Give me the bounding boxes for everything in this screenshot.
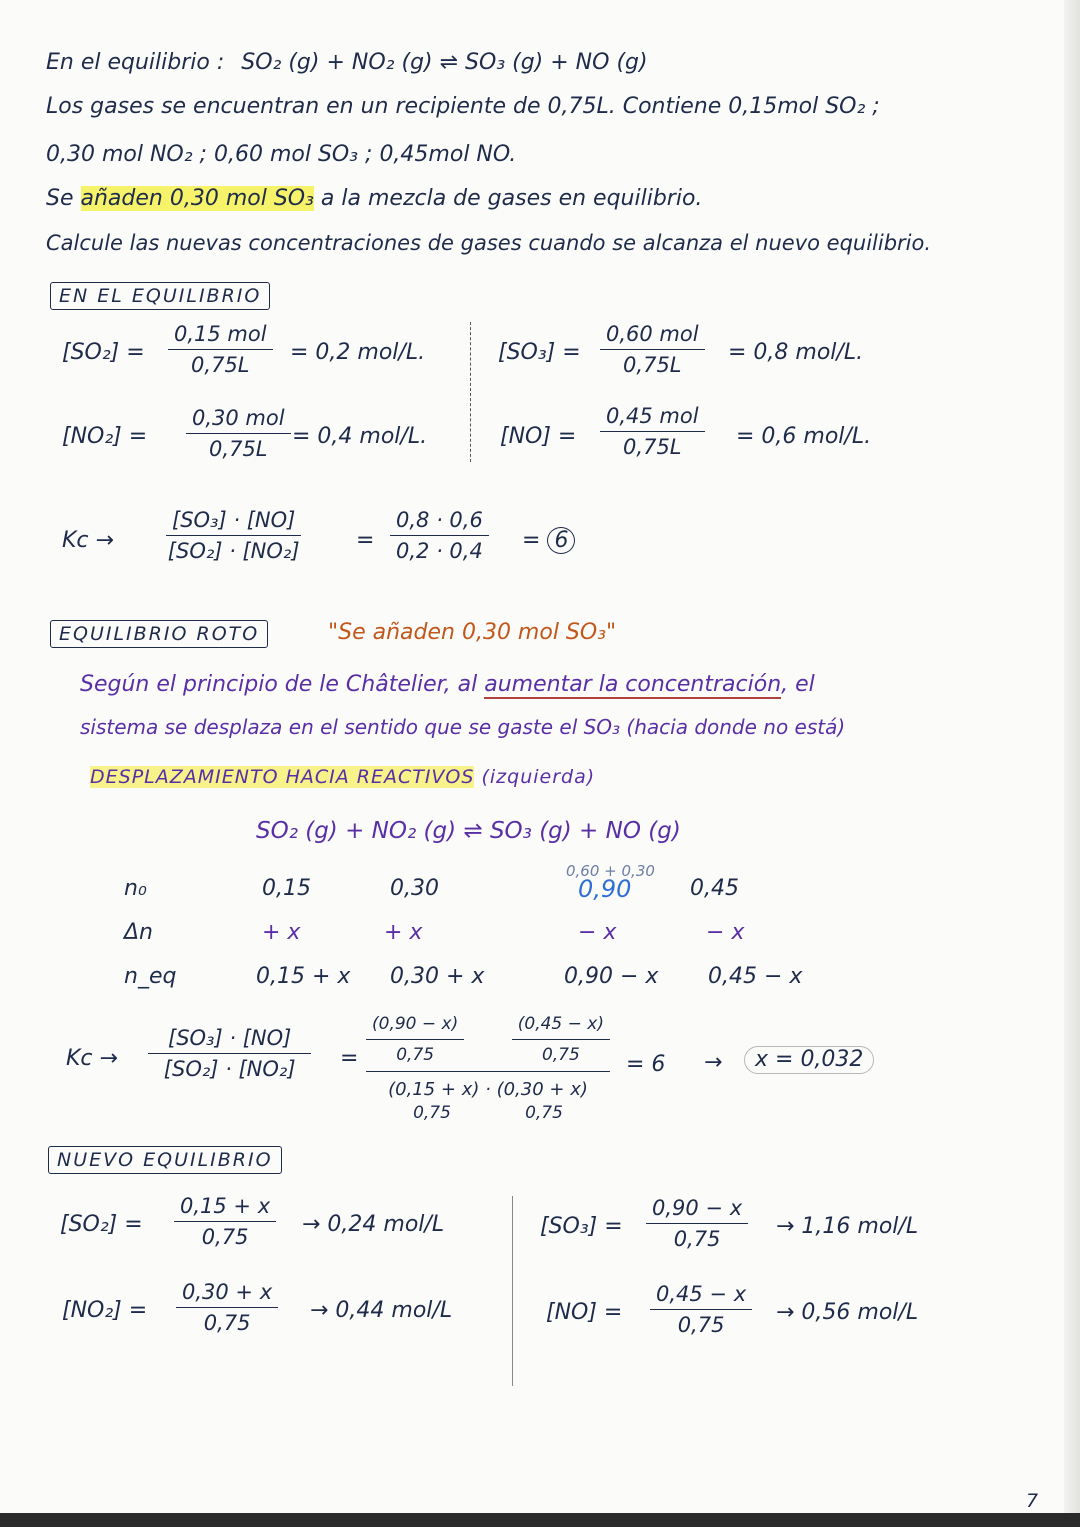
num-b-top: (0,45 − x): [512, 1012, 610, 1040]
new-no-numerator: 0,45 − x: [650, 1282, 752, 1310]
solve-arrow: →: [704, 1050, 723, 1075]
chatelier-text-post: , el: [781, 672, 815, 697]
kc-sub-den-volumes: [366, 1102, 610, 1124]
no2-numerator: 0,30 mol: [186, 406, 291, 434]
num-a-bottom: 0,75: [396, 1045, 435, 1065]
new-so2-result: → 0,24 mol/L: [302, 1212, 445, 1237]
kc-sub-fraction-bar: [366, 1071, 610, 1072]
num-b-bottom: 0,75: [541, 1045, 580, 1065]
new-so2-denominator: 0,75: [201, 1225, 249, 1249]
den-b-volume: 0,75: [525, 1103, 563, 1123]
no2-result: = 0,4 mol/L.: [292, 424, 428, 449]
line4-pre: Se: [46, 186, 81, 211]
problem-line-5: Calcule las nuevas concentraciones de gases cuando se alcanza el nuevo equilibrio.: [46, 231, 932, 255]
line4-post: a la mezcla de gases en equilibrio.: [313, 186, 703, 211]
addition-quote: "Se añaden 0,30 mol SO₃": [328, 620, 617, 645]
n0-so3: 0,90: [578, 875, 632, 903]
neq-no2: 0,30 + x: [390, 964, 485, 989]
kc-label-1: Kc →: [62, 528, 114, 553]
dn-so3: − x: [578, 920, 617, 945]
new-no2-fraction: [176, 1280, 278, 1335]
row-label-n0: n₀: [124, 876, 147, 901]
kc1-values-denominator: 0,2 · 0,4: [396, 539, 483, 563]
so3-label: [SO₃] =: [498, 340, 581, 365]
kc-expression-2: [148, 1026, 311, 1081]
so3-numerator: 0,60 mol: [600, 322, 705, 350]
no-numerator: 0,45 mol: [600, 404, 705, 432]
chatelier-line-2: sistema se desplaza en el sentido que se gaste el SO₃ (hacia donde no está): [80, 715, 846, 739]
n0-so2: 0,15: [262, 876, 311, 901]
ice-reaction: SO₂ (g) + NO₂ (g) ⇌ SO₃ (g) + NO (g): [256, 818, 681, 844]
new-no2-denominator: 0,75: [203, 1311, 251, 1335]
kc1-result-equals: [522, 528, 575, 554]
new-no2-numerator: 0,30 + x: [176, 1280, 278, 1308]
problem-reaction: SO₂ (g) + NO₂ (g) ⇌ SO₃ (g) + NO (g): [241, 50, 648, 75]
problem-line-4: [46, 186, 702, 212]
new-so3-numerator: 0,90 − x: [646, 1196, 748, 1224]
no2-label: [NO₂] =: [62, 424, 148, 449]
new-no2-label: [NO₂] =: [62, 1298, 148, 1323]
new-so3-fraction: [646, 1196, 748, 1251]
page-number: 7: [1026, 1490, 1039, 1512]
neq-no: 0,45 − x: [708, 964, 803, 989]
column-divider: [470, 322, 471, 462]
new-so3-result: → 1,16 mol/L: [776, 1214, 919, 1239]
new-so3-label: [SO₃] =: [540, 1214, 623, 1239]
so2-denominator: 0,75L: [191, 353, 250, 377]
chatelier-text-pre: Según el principio de le Châtelier, al: [80, 672, 485, 697]
num-a-top: (0,90 − x): [366, 1012, 464, 1040]
dn-no: − x: [706, 920, 745, 945]
kc-values-1: [390, 508, 489, 563]
kc-sub-den-expr: (0,15 + x) · (0,30 + x): [388, 1079, 588, 1100]
kc2-denominator: [SO₂] · [NO₂]: [163, 1057, 296, 1081]
new-so2-numerator: 0,15 + x: [174, 1194, 276, 1222]
new-no2-result: → 0,44 mol/L: [310, 1298, 453, 1323]
page-edge: [1064, 0, 1080, 1527]
neq-so2: 0,15 + x: [256, 964, 351, 989]
so3-denominator: 0,75L: [623, 353, 682, 377]
num-a: [366, 1012, 464, 1067]
equilibrium-label: En el equilibrio :: [46, 50, 225, 75]
no-fraction: [600, 404, 705, 459]
chatelier-line-1: [80, 672, 815, 698]
so2-numerator: 0,15 mol: [168, 322, 273, 350]
no-denominator: 0,75L: [623, 435, 682, 459]
kc2-numerator: [SO₃] · [NO]: [148, 1026, 311, 1054]
so2-label: [SO₂] =: [62, 340, 145, 365]
kc2-result: = 6: [626, 1052, 666, 1077]
kc1-equals: =: [356, 528, 375, 553]
chatelier-line-3: [90, 764, 595, 790]
kc-substituted-fraction: [366, 1012, 610, 1124]
chatelier-underlined: aumentar la concentración: [484, 672, 782, 697]
page-bottom-edge: [0, 1513, 1080, 1527]
so3-sum: 0,60 + 0,30: [566, 862, 655, 880]
no2-denominator: 0,75L: [209, 437, 268, 461]
kc1-numerator: [SO₃] · [NO]: [166, 508, 301, 536]
x-solution: x = 0,032: [744, 1046, 874, 1074]
section-title-broken-equilibrium: EQUILIBRIO ROTO: [50, 620, 268, 648]
kc-result-circled: 6: [547, 527, 575, 554]
no-result: = 0,6 mol/L.: [736, 424, 872, 449]
kc-sub-numerator: [366, 1012, 610, 1067]
num-b: [512, 1012, 610, 1067]
row-label-neq: n_eq: [124, 964, 177, 989]
so2-fraction: [168, 322, 273, 377]
kc-label-2: Kc →: [66, 1046, 118, 1071]
so3-fraction: [600, 322, 705, 377]
displacement-highlight: DESPLAZAMIENTO HACIA REACTIVOS: [90, 766, 475, 788]
dn-no2: + x: [384, 920, 423, 945]
kc2-equals: =: [340, 1046, 359, 1071]
kc1-denominator: [SO₂] · [NO₂]: [167, 539, 300, 563]
problem-line-3: 0,30 mol NO₂ ; 0,60 mol SO₃ ; 0,45mol NO.: [46, 142, 517, 167]
so3-result: = 0,8 mol/L.: [728, 340, 864, 365]
column-divider-2: [512, 1196, 513, 1386]
kc-expression-1: [166, 508, 301, 563]
section-title-equilibrium: EN EL EQUILIBRIO: [50, 282, 270, 310]
n0-no: 0,45: [690, 876, 739, 901]
n0-no2: 0,30: [390, 876, 439, 901]
new-no-denominator: 0,75: [677, 1313, 725, 1337]
displacement-direction: (izquierda): [474, 766, 596, 788]
problem-line-1: [46, 50, 648, 76]
problem-line-2: Los gases se encuentran en un recipiente de 0,75L. Contiene 0,15mol SO₂ ;: [46, 94, 880, 119]
new-no-fraction: [650, 1282, 752, 1337]
section-title-new-equilibrium: NUEVO EQUILIBRIO: [48, 1146, 282, 1174]
no2-fraction: [186, 406, 291, 461]
so2-result: = 0,2 mol/L.: [290, 340, 426, 365]
no-label: [NO] =: [500, 424, 577, 449]
neq-so3: 0,90 − x: [564, 964, 659, 989]
kc1-result-eq: =: [522, 528, 541, 553]
kc1-values-numerator: 0,8 · 0,6: [390, 508, 489, 536]
new-no-result: → 0,56 mol/L: [776, 1300, 919, 1325]
den-a-volume: 0,75: [413, 1103, 451, 1123]
new-so2-label: [SO₂] =: [60, 1212, 143, 1237]
row-label-dn: Δn: [124, 920, 153, 945]
new-so3-denominator: 0,75: [673, 1227, 721, 1251]
new-so2-fraction: [174, 1194, 276, 1249]
new-no-label: [NO] =: [546, 1300, 623, 1325]
highlighted-addition: añaden 0,30 mol SO₃: [80, 186, 314, 211]
dn-so2: + x: [262, 920, 301, 945]
